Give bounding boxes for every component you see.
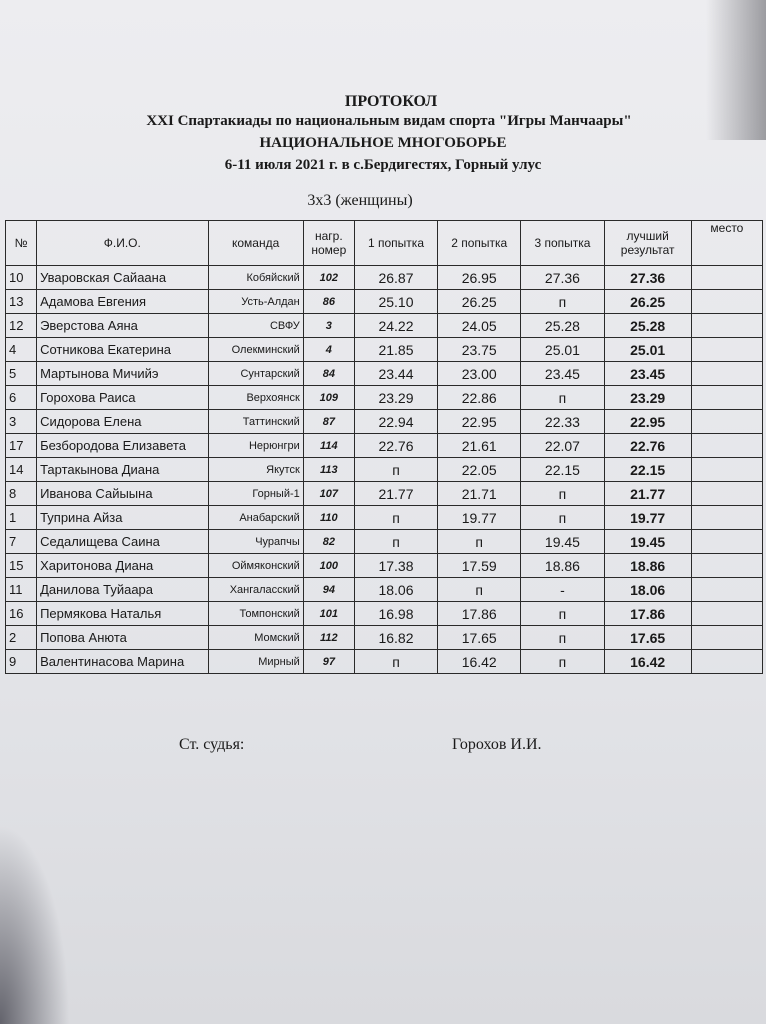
attempt-3: п [521,650,604,674]
attempt-2: 23.00 [438,362,521,386]
attempt-1: 21.77 [354,482,437,506]
place [691,434,762,458]
attempt-1: п [354,458,437,482]
table-row [6,650,763,674]
attempt-2: 24.05 [438,314,521,338]
best-result: 23.29 [604,386,691,410]
attempt-3: п [521,482,604,506]
team-name: Верхоянск [208,386,303,410]
table-row [6,554,763,578]
table-row [6,386,763,410]
team-name: Оймяконский [208,554,303,578]
attempt-2: 17.65 [438,626,521,650]
row-num: 1 [6,506,37,530]
athlete-name: Горохова Раиса [37,386,208,410]
best-result: 22.95 [604,410,691,434]
best-result: 23.45 [604,362,691,386]
bib-number: 112 [303,626,354,650]
row-num: 12 [6,314,37,338]
row-num: 13 [6,290,37,314]
chief-judge-label: Ст. судья: [179,736,245,753]
bib-number: 84 [303,362,354,386]
table-row [6,626,763,650]
table-row [6,482,763,506]
team-name: Хангаласский [208,578,303,602]
attempt-3: п [521,386,604,410]
place [691,314,762,338]
athlete-name: Харитонова Диана [37,554,208,578]
place [691,386,762,410]
attempt-2: 22.05 [438,458,521,482]
table-row [6,578,763,602]
team-name: Таттинский [208,410,303,434]
team-name: СВФУ [208,314,303,338]
header-place: место [691,221,762,266]
bib-number: 4 [303,338,354,362]
row-num: 11 [6,578,37,602]
team-name: Кобяйский [208,266,303,290]
best-result: 27.36 [604,266,691,290]
best-result: 18.86 [604,554,691,578]
best-result: 18.06 [604,578,691,602]
place [691,650,762,674]
attempt-3: п [521,626,604,650]
attempt-1: п [354,506,437,530]
bib-number: 114 [303,434,354,458]
bib-number: 113 [303,458,354,482]
row-num: 17 [6,434,37,458]
row-num: 4 [6,338,37,362]
attempt-3: п [521,602,604,626]
row-num: 15 [6,554,37,578]
attempt-3: п [521,290,604,314]
place [691,578,762,602]
attempt-3: 22.07 [521,434,604,458]
attempt-2: 21.71 [438,482,521,506]
bib-number: 87 [303,410,354,434]
attempt-2: 17.59 [438,554,521,578]
table-row [6,602,763,626]
attempt-1: 23.29 [354,386,437,410]
best-result: 22.15 [604,458,691,482]
team-name: Горный-1 [208,482,303,506]
athlete-name: Седалищева Саина [37,530,208,554]
event-date-place: 6-11 июля 2021 г. в с.Бердигестях, Горный улус [224,157,542,173]
athlete-name: Безбородова Елизавета [37,434,208,458]
table-header-row [6,221,763,266]
table-row [6,458,763,482]
attempt-1: 22.76 [354,434,437,458]
place [691,266,762,290]
event-name: XXI Спартакиады по национальным видам спорта "Игры Манчаары" [146,113,632,129]
bib-number: 82 [303,530,354,554]
document-title: ПРОТОКОЛ [344,93,438,110]
header-attempt-3: 3 попытка [521,221,604,266]
team-name: Нерюнгри [208,434,303,458]
place [691,362,762,386]
attempt-2: 26.25 [438,290,521,314]
bib-number: 100 [303,554,354,578]
attempt-3: 19.45 [521,530,604,554]
header-num: № [6,221,37,266]
row-num: 3 [6,410,37,434]
discipline-name: НАЦИОНАЛЬНОЕ МНОГОБОРЬЕ [259,135,507,151]
row-num: 7 [6,530,37,554]
best-result: 19.77 [604,506,691,530]
athlete-name: Туприна Айза [37,506,208,530]
row-num: 10 [6,266,37,290]
best-result: 26.25 [604,290,691,314]
bib-number: 107 [303,482,354,506]
team-name: Сунтарский [208,362,303,386]
attempt-3: п [521,506,604,530]
team-name: Якутск [208,458,303,482]
place [691,602,762,626]
athlete-name: Попова Анюта [37,626,208,650]
attempt-2: 16.42 [438,650,521,674]
attempt-1: 23.44 [354,362,437,386]
table-row [6,266,763,290]
athlete-name: Валентинасова Марина [37,650,208,674]
athlete-name: Адамова Евгения [37,290,208,314]
attempt-3: 27.36 [521,266,604,290]
place [691,554,762,578]
attempt-3: - [521,578,604,602]
attempt-2: п [438,530,521,554]
attempt-2: п [438,578,521,602]
attempt-1: 18.06 [354,578,437,602]
place [691,410,762,434]
attempt-1: п [354,530,437,554]
athlete-name: Мартынова Мичийэ [37,362,208,386]
row-num: 8 [6,482,37,506]
athlete-name: Иванова Сайыына [37,482,208,506]
attempt-1: 16.82 [354,626,437,650]
attempt-1: 21.85 [354,338,437,362]
row-num: 9 [6,650,37,674]
attempt-1: 25.10 [354,290,437,314]
bib-number: 86 [303,290,354,314]
bib-number: 3 [303,314,354,338]
athlete-name: Эверстова Аяна [37,314,208,338]
attempt-2: 17.86 [438,602,521,626]
best-result: 19.45 [604,530,691,554]
shadow-left [0,824,70,1024]
place [691,626,762,650]
row-num: 6 [6,386,37,410]
team-name: Олекминский [208,338,303,362]
place [691,506,762,530]
attempt-3: 23.45 [521,362,604,386]
attempt-2: 21.61 [438,434,521,458]
bib-number: 109 [303,386,354,410]
row-num: 2 [6,626,37,650]
table-row [6,338,763,362]
attempt-3: 18.86 [521,554,604,578]
bib-number: 110 [303,506,354,530]
team-name: Томпонский [208,602,303,626]
attempt-3: 25.28 [521,314,604,338]
bib-number: 97 [303,650,354,674]
header-bib: нагр. номер [303,221,354,266]
header-name: Ф.И.О. [37,221,208,266]
athlete-name: Данилова Туйаара [37,578,208,602]
header-best: лучший результат [604,221,691,266]
category-subtitle: 3х3 (женщины) [307,192,413,209]
attempt-2: 19.77 [438,506,521,530]
bib-number: 94 [303,578,354,602]
attempt-1: 24.22 [354,314,437,338]
table-row [6,290,763,314]
place [691,338,762,362]
team-name: Момский [208,626,303,650]
table-row [6,434,763,458]
table-row [6,362,763,386]
chief-judge-name: Горохов И.И. [452,736,542,753]
table-row [6,314,763,338]
best-result: 22.76 [604,434,691,458]
best-result: 17.86 [604,602,691,626]
row-num: 16 [6,602,37,626]
team-name: Анабарский [208,506,303,530]
table-row [6,506,763,530]
best-result: 25.28 [604,314,691,338]
team-name: Мирный [208,650,303,674]
best-result: 16.42 [604,650,691,674]
place [691,482,762,506]
attempt-1: п [354,650,437,674]
header-team: команда [208,221,303,266]
attempt-3: 22.33 [521,410,604,434]
team-name: Усть-Алдан [208,290,303,314]
bib-number: 101 [303,602,354,626]
athlete-name: Сидорова Елена [37,410,208,434]
results-table [5,220,763,674]
header-attempt-1: 1 попытка [354,221,437,266]
place [691,290,762,314]
athlete-name: Пермякова Наталья [37,602,208,626]
attempt-2: 23.75 [438,338,521,362]
best-result: 25.01 [604,338,691,362]
attempt-2: 22.86 [438,386,521,410]
athlete-name: Тартакынова Диана [37,458,208,482]
place [691,530,762,554]
row-num: 5 [6,362,37,386]
attempt-3: 22.15 [521,458,604,482]
team-name: Чурапчы [208,530,303,554]
attempt-1: 17.38 [354,554,437,578]
table-row [6,410,763,434]
place [691,458,762,482]
best-result: 21.77 [604,482,691,506]
attempt-1: 26.87 [354,266,437,290]
attempt-2: 22.95 [438,410,521,434]
row-num: 14 [6,458,37,482]
attempt-1: 16.98 [354,602,437,626]
attempt-3: 25.01 [521,338,604,362]
best-result: 17.65 [604,626,691,650]
table-row [6,530,763,554]
athlete-name: Сотникова Екатерина [37,338,208,362]
attempt-1: 22.94 [354,410,437,434]
athlete-name: Уваровская Сайаана [37,266,208,290]
attempt-2: 26.95 [438,266,521,290]
bib-number: 102 [303,266,354,290]
header-attempt-2: 2 попытка [438,221,521,266]
